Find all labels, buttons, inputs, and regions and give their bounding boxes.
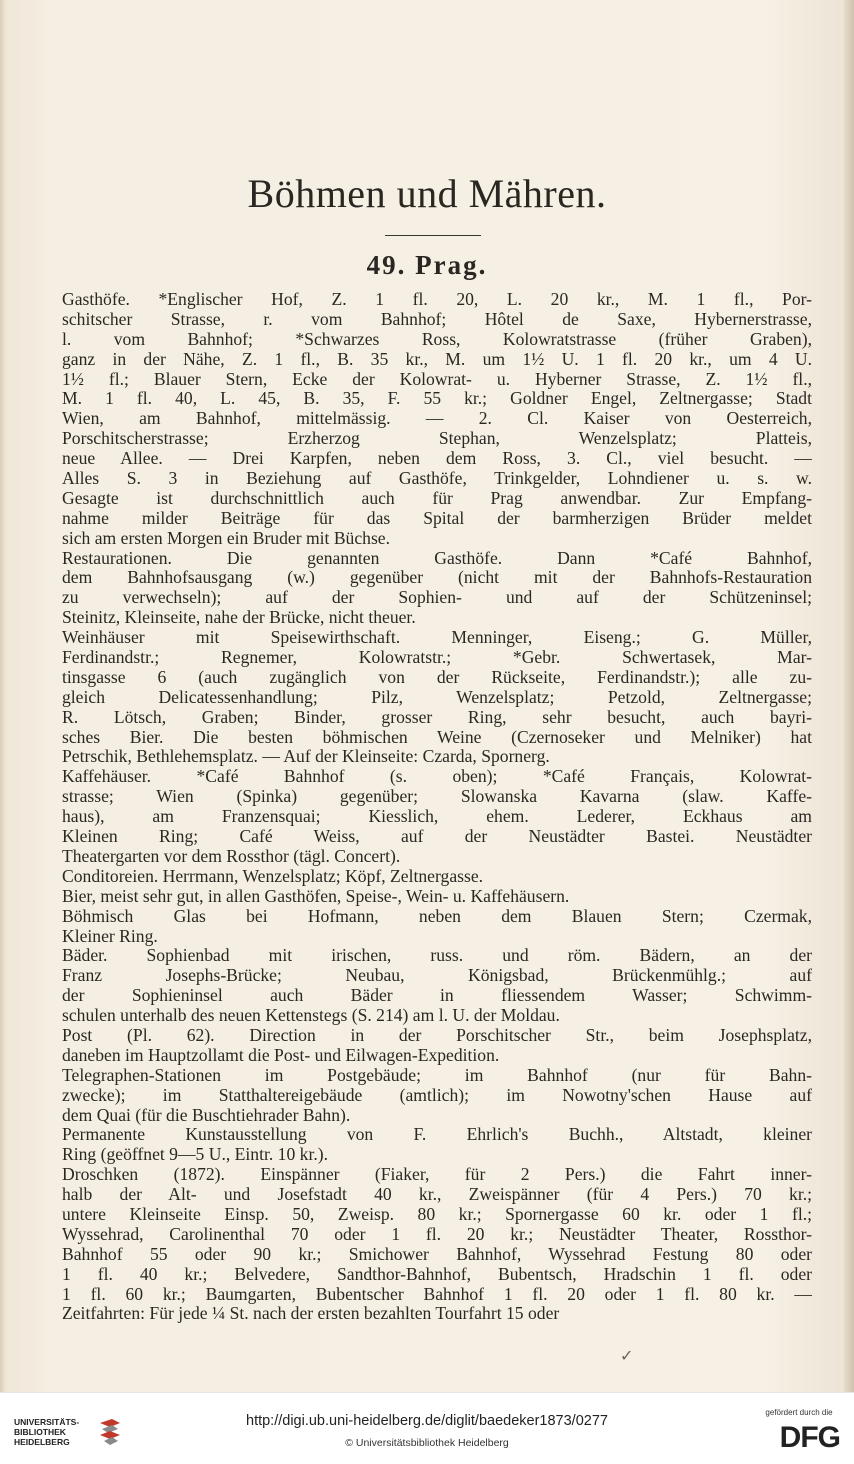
text-line: Telegraphen-Stationen im Postgebäude; im Bahnhof (nur für Bahn-: [62, 1065, 812, 1085]
text-line: neue Allee. — Drei Karpfen, neben dem Ross, 3. Cl., viel besucht. —: [62, 449, 812, 469]
text-line: Droschken (1872). Einspänner (Fiaker, für 2 Pers.) die Fahrt inner-: [62, 1165, 812, 1185]
text-line: Wien, am Bahnhof, mittelmässig. — 2. Cl. Kaiser von Oesterreich,: [62, 409, 812, 429]
text-line: Steinitz, Kleinseite, nahe der Brücke, nicht theuer.: [62, 608, 416, 628]
body-text: [62, 290, 812, 1324]
text-line: Post (Pl. 62). Direction in der Porschitscher Str., beim Josephsplatz,: [62, 1025, 812, 1045]
text-line: Bier, meist sehr gut, in allen Gasthöfen, Speise-, Wein- u. Kaffehäusern.: [62, 886, 570, 906]
text-line: dem Quai (für die Buschtiehrader Bahn).: [62, 1105, 351, 1125]
text-line: Ring (geöffnet 9—5 U., Eintr. 10 kr.).: [62, 1145, 328, 1165]
section-heading: 49. Prag.: [366, 250, 488, 280]
text-line: schulen unterhalb des neuen Kettenstegs (S. 214) am l. U. der Moldau.: [62, 1006, 560, 1026]
text-line: Theatergarten vor dem Rossthor (tägl. Concert).: [62, 846, 401, 866]
text-line: sich am ersten Morgen ein Bruder mit Büchse.: [62, 528, 391, 548]
funding-note: gefördert durch die: [765, 1408, 833, 1417]
text-line: nahme milder Beiträge für das Spital der barmherzigen Brüder meldet: [62, 508, 812, 528]
page-mark: ✓: [620, 1348, 634, 1365]
text-line: M. 1 fl. 40, L. 45, B. 35, F. 55 kr.; Goldner Engel, Zeltnergasse; Stadt: [62, 389, 812, 409]
text-line: tinsgasse 6 (auch zugänglich von der Rückseite, Ferdinandstr.); alle zu-: [62, 667, 812, 687]
text-line: der Sophieninsel auch Bäder in fliessendem Wasser; Schwimm-: [62, 986, 812, 1006]
text-line: 1 fl. 60 kr.; Baumgarten, Bubentscher Bahnhof 1 fl. 20 oder 1 fl. 80 kr. —: [62, 1284, 812, 1304]
text-line: 1½ fl.; Blauer Stern, Ecke der Kolowrat- u. Hyberner Strasse, Z. 1½ fl.,: [62, 369, 812, 389]
text-line: l. vom Bahnhof; *Schwarzes Ross, Kolowratstrasse (früher Graben),: [62, 329, 812, 349]
page-title: Böhmen und Mähren.: [247, 171, 607, 216]
dfg-logo[interactable]: DFG: [779, 1421, 840, 1454]
text-line: Wyssehrad, Carolinenthal 70 oder 1 fl. 20 kr.; Neustädter Theater, Rossthor-: [62, 1224, 812, 1244]
text-line: Permanente Kunstausstellung von F. Ehrlich's Buchh., Altstadt, kleiner: [62, 1125, 812, 1145]
text-line: Conditoreien. Herrmann, Wenzelsplatz; Köpf, Zeltnergasse.: [62, 866, 484, 886]
text-line: Kleinen Ring; Café Weiss, auf der Neustädter Bastei. Neustädter: [62, 827, 812, 847]
text-line: Petrschik, Bethlehemsplatz. — Auf der Kleinseite: Czarda, Spornerg.: [62, 747, 550, 767]
text-line: sches Bier. Die besten böhmischen Weine (Czernoseker und Melniker) hat: [62, 727, 812, 747]
text-line: Zeitfahrten: Für jede ¼ St. nach der ersten bezahlten Tourfahrt 15 oder: [62, 1304, 560, 1324]
library-name-line: HEIDELBERG: [14, 1437, 70, 1447]
text-line: schitscher Strasse, r. vom Bahnhof; Hôtel de Saxe, Hybernerstrasse,: [62, 309, 812, 329]
text-line: strasse; Wien (Spinka) gegenüber; Slowanska Kavarna (slaw. Kaffe-: [62, 787, 812, 807]
text-line: untere Kleinseite Einsp. 50, Zweisp. 80 kr.; Spornergasse 60 kr. oder 1 fl.;: [62, 1204, 812, 1224]
title-rule: [385, 235, 481, 236]
text-line: dem Bahnhofsausgang (w.) gegenüber (nicht mit der Bahnhofs-Restauration: [62, 568, 812, 588]
text-line: 1 fl. 40 kr.; Belvedere, Sandthor-Bahnhof, Bubentsch, Hradschin 1 fl. oder: [62, 1264, 812, 1284]
library-name-line: UNIVERSITÄTS-: [14, 1417, 80, 1427]
text-line: haus), am Franzensquai; Kiesslich, ehem. Lederer, Eckhaus am: [62, 807, 812, 827]
text-line: R. Lötsch, Graben; Binder, grosser Ring, sehr besucht, auch bayri-: [62, 707, 812, 727]
text-line: Weinhäuser mit Speisewirthschaft. Menninger, Eiseng.; G. Müller,: [62, 628, 812, 648]
viewer-footer: [0, 1392, 854, 1464]
text-line: Alles S. 3 in Beziehung auf Gasthöfe, Trinkgelder, Lohndiener u. s. w.: [62, 469, 812, 489]
text-line: Gasthöfe. *Englischer Hof, Z. 1 fl. 20, L. 20 kr., M. 1 fl., Por-: [62, 290, 812, 309]
text-line: gleich Delicatessenhandlung; Pilz, Wenzelsplatz; Petzold, Zeltnergasse;: [62, 687, 812, 707]
text-line: Bäder. Sophienbad mit irischen, russ. und röm. Bädern, an der: [62, 946, 812, 966]
text-line: Kleiner Ring.: [62, 926, 158, 946]
copyright-notice: © Universitätsbibliothek Heidelberg: [345, 1437, 509, 1449]
text-line: Porschitscherstrasse; Erzherzog Stephan, Wenzelsplatz; Platteis,: [62, 429, 812, 449]
text-line: zu verwechseln); auf der Sophien- und auf der Schützeninsel;: [62, 588, 812, 608]
text-line: Restaurationen. Die genannten Gasthöfe. Dann *Café Bahnhof,: [62, 548, 812, 568]
text-line: Kaffehäuser. *Café Bahnhof (s. oben); *Café Français, Kolowrat-: [62, 767, 812, 787]
text-line: Böhmisch Glas bei Hofmann, neben dem Blauen Stern; Czermak,: [62, 906, 812, 926]
text-line: Ferdinandstr.; Regnemer, Kolowratstr.; *Gebr. Schwertasek, Mar-: [62, 648, 812, 668]
text-line: zwecke); im Statthaltereigebäude (amtlich); im Nowotny'schen Hause auf: [62, 1085, 812, 1105]
library-name-line: BIBLIOTHEK: [14, 1427, 66, 1437]
text-line: Franz Josephs-Brücke; Neubau, Königsbad, Brückenmühlg.; auf: [62, 966, 812, 986]
permalink-url[interactable]: http://digi.ub.uni-heidelberg.de/diglit/baedeker1873/0277: [246, 1413, 608, 1429]
text-line: Bahnhof 55 oder 90 kr.; Smichower Bahnhof, Wyssehrad Festung 80 oder: [62, 1244, 812, 1264]
text-line: daneben im Hauptzollamt die Post- und Eilwagen-Expedition.: [62, 1045, 500, 1065]
text-line: halb der Alt- und Josefstadt 40 kr., Zweispänner (für 4 Pers.) 70 kr.;: [62, 1185, 812, 1205]
text-line: ganz in der Nähe, Z. 1 fl., B. 35 kr., M. um 1½ U. 1 fl. 20 kr., um 4 U.: [62, 349, 812, 369]
text-line: Gesagte ist durchschnittlich auch für Prag anwendbar. Zur Empfang-: [62, 488, 812, 508]
